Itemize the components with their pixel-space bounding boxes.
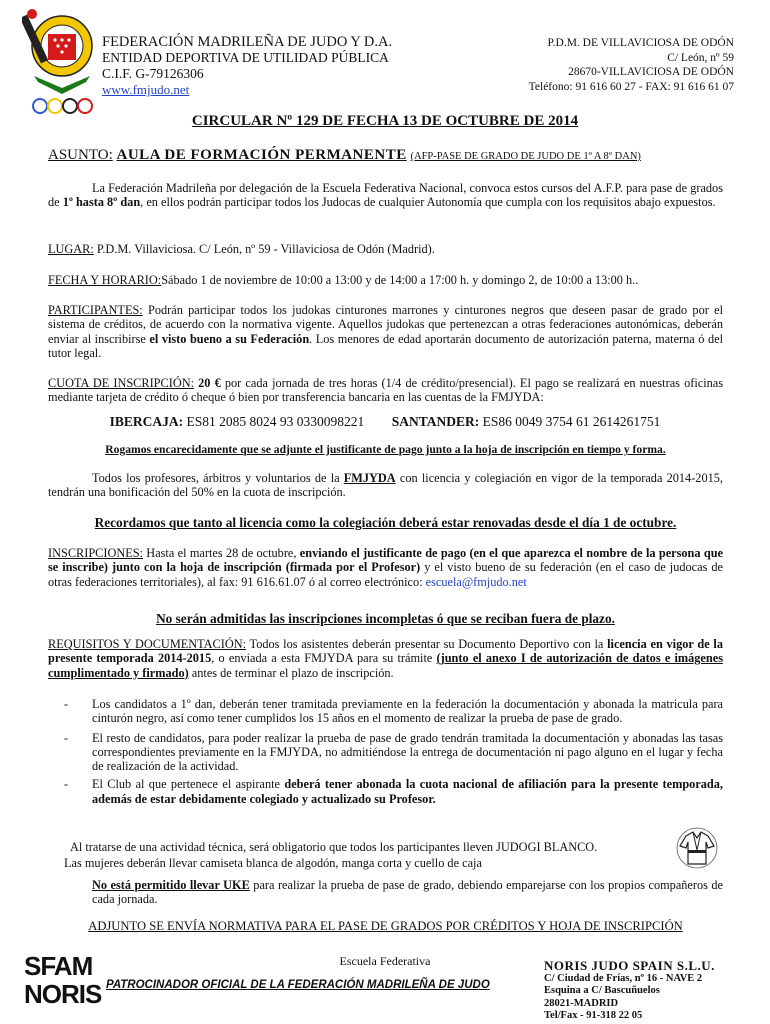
lugar-label: LUGAR: [48, 242, 94, 256]
requisitos-e: antes de terminar el plazo de inscripción. [188, 665, 394, 680]
uke-note [92, 878, 723, 907]
inscripciones-c: y el visto bueno de su federación (en el caso de judocas de otras federaciones territoriales), al fax: 91 616.61.07 ó al correo electrónico: [48, 560, 723, 589]
santander-label: SANTANDER: [391, 414, 480, 429]
ibercaja-label: IBERCAJA: [109, 414, 184, 429]
requisitos-b: licencia en vigor de la presente temporada 2014-2015 [48, 637, 723, 666]
profesores-b: FMJYDA [343, 471, 396, 485]
noris-line-2: C/ Ciudad de Frías, nº 16 - NAVE 2 [544, 972, 703, 984]
circular-title: CIRCULAR Nº 129 DE FECHA 13 DE OCTUBRE DE 2014 [191, 113, 579, 129]
sfam-bottom: NORIS [24, 979, 102, 1009]
intro-a: La Federación Madrileña por delegación de la Escuela Federativa Nacional, convoca estos cursos del A.F.P. para pase de grados de [48, 181, 723, 210]
requisitos-d: (junto el anexo I de autorización de datos e imágenes cumplimentado y firmado) [48, 651, 723, 680]
list-item [48, 777, 723, 806]
ibercaja [110, 414, 365, 429]
uke-a: No está permitido llevar UKE [92, 878, 250, 892]
judogi-icon [676, 826, 718, 870]
list-item [48, 697, 723, 726]
footer-school: Escuela Federativa [339, 954, 431, 968]
addr-line-1: P.D.M. DE VILLAVICIOSA DE ODÓN [547, 37, 734, 49]
federation-logo [22, 6, 102, 118]
fecha [48, 273, 723, 287]
requirements-list [48, 697, 723, 806]
santander [392, 414, 661, 429]
org-cif: C.I.F. G-79126306 [102, 66, 204, 81]
rogamos: Rogamos encarecidamente que se adjunte el justificante de pago junto a la hoja de inscripción en tiempo y forma. [105, 443, 666, 456]
uke-b: para realizar la prueba de pase de grado, debiendo emparejarse con los propios compañeros de cada jornada. [92, 878, 723, 907]
cuota-amount: 20 € [194, 376, 221, 390]
bank-accounts [0, 414, 770, 430]
item-1-text: Los candidatos a 1º dan, deberán tener tramitada previamente en la federación la documentación y abonada la matricula para cinturón negro, así como tener cumplidos los 15 años en el momento de realizar la prueba de pase de grado. [92, 697, 723, 726]
profesores-c: con licencia y colegiación en vigor de la temporada 2014-2015, tendrán una bonificación del 50% en la cuota de inscripción. [48, 471, 723, 500]
ibercaja-iban: ES81 2085 8024 93 0330098221 [183, 414, 365, 429]
lugar-text: P.D.M. Villaviciosa. C/ León, nº 59 - Villaviciosa de Odón (Madrid). [93, 242, 435, 256]
intro-paragraph [48, 181, 723, 210]
inscripciones-a: Hasta el martes 28 de octubre, [142, 546, 300, 560]
addr-line-3: 28670-VILLAVICIOSA DE ODÓN [568, 66, 734, 78]
judogi-note [64, 840, 684, 871]
addr-line-4: Teléfono: 91 616 60 27 - FAX: 91 616 61 07 [528, 80, 734, 93]
asunto-small: (AFP-PASE DE GRADO DE JUDO DE 1º A 8º DAN) [410, 151, 641, 162]
participantes [48, 303, 723, 360]
fecha-text: Sábado 1 de noviembre de 10:00 a 13:00 y de 14:00 a 17:00 h. y domingo 2, de 10:00 a 13:00 h.. [161, 273, 639, 287]
lugar [48, 242, 723, 256]
footer-sponsor: PATROCINADOR OFICIAL DE LA FEDERACIÓN MADRILEÑA DE JUDO [106, 979, 490, 991]
asunto-label: ASUNTO: [48, 147, 113, 163]
noris-address [544, 960, 715, 1023]
item-3a-text: El Club al que pertenece el aspirante [92, 777, 285, 792]
asunto-text: AULA DE FORMACIÓN PERMANENTE [116, 147, 407, 163]
participantes-c: . Los menores de edad aportarán documento de autorización paterna, materna ó del tutor legal. [48, 331, 723, 360]
intro-c: , en ellos podrán participar todos los Judocas de cualquier Autonomía que cumpla con los requisitos abajo expuestos. [140, 195, 716, 210]
cuota [48, 376, 723, 405]
inscripciones-b: enviando el justificante de pago (en el que aparezca el nombre de la persona que se inscribe) junto con la hoja de inscripción (firmada por el Profesor) [48, 546, 723, 575]
fecha-label: FECHA Y HORARIO: [48, 273, 162, 287]
inscripciones-label: INSCRIPCIONES: [48, 546, 143, 560]
addr-line-2: C/ León, nº 59 [667, 51, 734, 64]
inscripciones [48, 546, 723, 589]
judogi-line-1: Al tratarse de una actividad técnica, será obligatorio que todos los participantes lleven JUDOGI BLANCO. [70, 840, 598, 854]
participantes-a: Podrán participar todos los judokas cinturones marrones y cinturones negros que deseen pasar de grado por el sistema de créditos, de acuerdo con la normativa vigente. Aquellos judokas que pertenezcan a otras federaciones autonómicas, deberán enviar al inscribirse [48, 303, 723, 346]
noris-line-3: Esquina a C/ Bascuñuelos [544, 985, 660, 996]
profesores-a: Todos los profesores, árbitros y voluntarios de la [92, 471, 344, 485]
requisitos-c: , o enviada a esta FMJYDA para su trámite [211, 651, 437, 666]
cuota-text: por cada jornada de tres horas (1/4 de crédito/presencial). El pago se realizará en nuestras oficinas mediante tarjeta de crédito ó cheque ó bien por transferencia bancaria en las cuentas de la FMJYDA: [48, 376, 724, 405]
no-admitidas: No serán admitidas las inscripciones incompletas ó que se reciban fuera de plazo. [156, 611, 615, 626]
noris-line-4: 28021-MADRID [544, 997, 619, 1009]
list-item [48, 731, 723, 774]
requisitos-label: REQUISITOS Y DOCUMENTACIÓN: [48, 637, 247, 651]
sfam-top: SFAM [24, 951, 93, 981]
santander-iban: ES86 0049 3754 61 2614261751 [479, 414, 661, 429]
recordamos: Recordamos que tanto al licencia como la colegiación deberá estar renovadas desde el día 1 de octubre. [94, 515, 677, 530]
item-3b-text: deberá tener abonada la cuota nacional de afiliación para la presente temporada, además de estar debidamente colegiado y actualizado su Profesor. [92, 777, 723, 806]
profesores [48, 471, 723, 500]
cuota-label: CUOTA DE INSCRIPCIÓN: [48, 376, 194, 390]
adjunto: ADJUNTO SE ENVÍA NORMATIVA PARA EL PASE DE GRADOS POR CRÉDITOS Y HOJA DE INSCRIPCIÓN [88, 919, 683, 933]
judogi-line-2: Las mujeres deberán llevar camiseta blanca de algodón, manga corta y cuello de caja [64, 855, 482, 870]
noris-line-5: Tel/Fax - 91-318 22 05 [544, 1010, 643, 1021]
noris-name: NORIS JUDO SPAIN S.L.U. [544, 958, 715, 973]
header-right [529, 36, 734, 94]
asunto [48, 147, 641, 164]
participantes-label: PARTICIPANTES: [48, 303, 143, 317]
intro-b: 1º hasta 8º dan [62, 195, 141, 210]
requisitos [48, 637, 723, 680]
org-sub: ENTIDAD DEPORTIVA DE UTILIDAD PÚBLICA [102, 50, 389, 65]
requisitos-a: Todos los asistentes deberán presentar su Documento Deportivo con la [246, 637, 608, 651]
email-link[interactable]: escuela@fmjudo.net [425, 574, 527, 589]
item-2-text: El resto de candidatos, para poder realizar la prueba de pase de grado tendrán tramitada la documentación y abonadas las tasas correspondientes previamente en la FMJYDA, no admitiéndose la entrega de documentación ni pago alguno en el lugar y fecha de realización de la actividad. [92, 730, 723, 774]
org-name: FEDERACIÓN MADRILEÑA DE JUDO Y D.A. [102, 34, 393, 50]
participantes-b: el visto bueno a su Federación [149, 331, 310, 346]
web-link[interactable]: www.fmjudo.net [102, 82, 190, 97]
header-left [102, 34, 392, 98]
